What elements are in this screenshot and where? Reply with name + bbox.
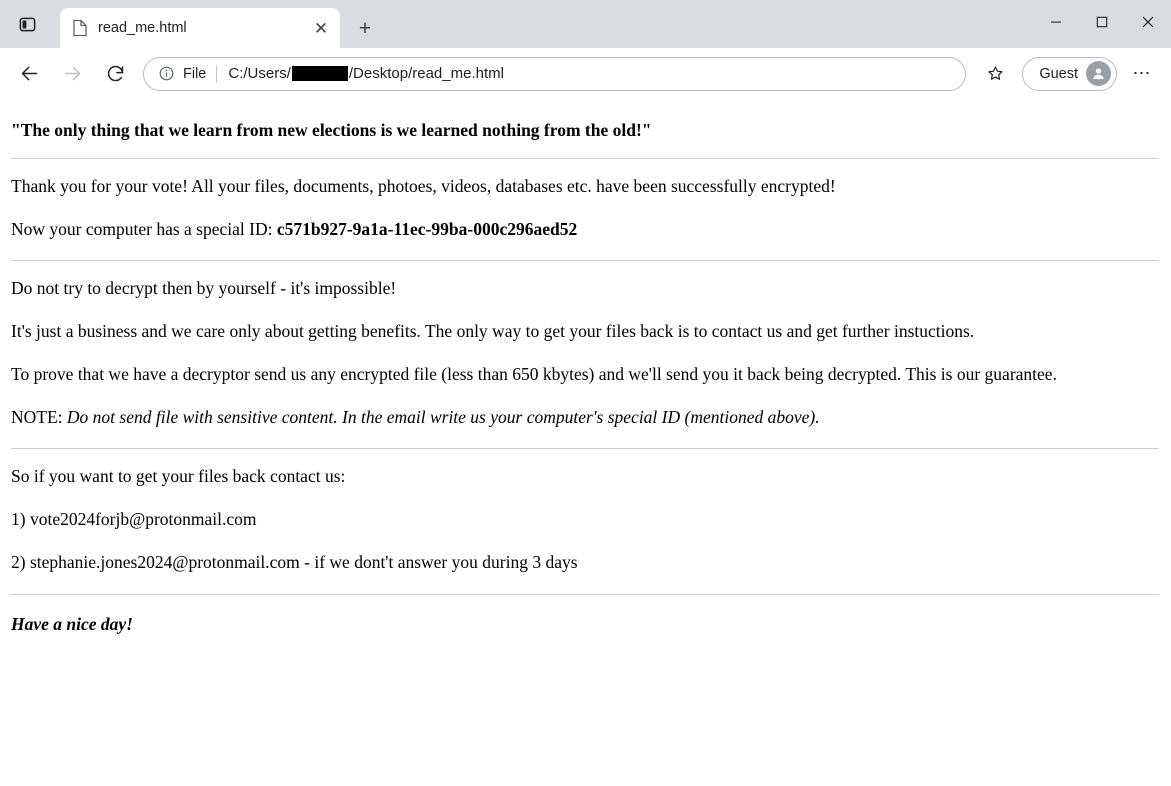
paragraph-special-id <box>11 218 1159 241</box>
paragraph-intro: Thank you for your vote! All your files, documents, photoes, videos, databases etc. have been successfully encrypted! <box>11 175 836 196</box>
maximize-icon <box>1096 16 1108 28</box>
forward-button[interactable] <box>55 57 89 91</box>
minimize-button[interactable] <box>1033 0 1079 44</box>
page-headline: "The only thing that we learn from new elections is we learned nothing from the old!" <box>11 120 652 140</box>
browser-menu-button[interactable]: ⋯ <box>1132 63 1152 83</box>
tab-search-icon <box>18 15 37 34</box>
minimize-icon <box>1050 16 1062 28</box>
window-controls <box>1033 0 1171 44</box>
url-text <box>228 65 504 82</box>
back-button[interactable] <box>12 57 46 91</box>
tab-search-button[interactable] <box>4 4 50 44</box>
divider-2 <box>11 260 1159 261</box>
note-text: Do not send file with sensitive content. In the email write us your computer's special ID (mentioned above). <box>66 406 820 427</box>
url-suffix: /Desktop/read_me.html <box>348 65 504 82</box>
tab-close-button[interactable]: ✕ <box>313 18 329 38</box>
contact-email-2: 2) stephanie.jones2024@protonmail.com - if we dont't answer you during 3 days <box>11 551 578 572</box>
paragraph-contact-intro: So if you want to get your files back contact us: <box>11 466 346 487</box>
close-window-button[interactable] <box>1125 0 1171 44</box>
paragraph-business: It's just a business and we care only about getting benefits. The only way to get your files back is to contact us and get further instuctions. <box>11 321 975 342</box>
info-icon[interactable] <box>158 65 175 82</box>
person-icon <box>1090 65 1107 82</box>
page-content <box>0 100 1171 786</box>
guest-profile-button[interactable] <box>1022 57 1117 91</box>
divider-1 <box>11 158 1159 159</box>
document-icon <box>72 19 88 37</box>
url-prefix: C:/Users/ <box>228 65 291 82</box>
forward-arrow-icon <box>62 63 83 84</box>
star-icon <box>986 64 1005 83</box>
paragraph-no-decrypt: Do not try to decrypt then by yourself - it's impossible! <box>11 278 397 299</box>
address-bar[interactable] <box>143 57 966 91</box>
browser-tab[interactable] <box>60 8 340 48</box>
redacted-username <box>292 66 348 81</box>
closing-line: Have a nice day! <box>11 613 133 634</box>
special-id-label: Now your computer has a special ID: <box>11 218 277 239</box>
paragraph-proof: To prove that we have a decryptor send us any encrypted file (less than 650 kbytes) and we'll send you it back being decrypted. This is our guarantee. <box>11 363 1057 384</box>
url-scheme-label: File <box>183 65 207 82</box>
guest-label: Guest <box>1039 65 1078 82</box>
paragraph-note <box>11 406 1159 429</box>
browser-toolbar <box>0 48 1171 100</box>
note-label: NOTE: <box>11 406 67 427</box>
divider-3 <box>11 448 1159 449</box>
close-icon <box>1142 16 1154 28</box>
tab-title: read_me.html <box>98 20 187 36</box>
contact-email-1: 1) vote2024forjb@protonmail.com <box>11 509 257 530</box>
divider-4 <box>11 594 1159 595</box>
reload-icon <box>105 63 126 84</box>
back-arrow-icon <box>19 63 40 84</box>
new-tab-button[interactable]: + <box>358 16 372 40</box>
avatar <box>1086 61 1111 86</box>
add-favorite-button[interactable] <box>978 57 1012 91</box>
omnibox-divider <box>216 65 217 83</box>
title-bar <box>0 0 1171 48</box>
maximize-button[interactable] <box>1079 0 1125 44</box>
reload-button[interactable] <box>98 57 132 91</box>
special-id-value: c571b927-9a1a-11ec-99ba-000c296aed52 <box>276 218 578 239</box>
